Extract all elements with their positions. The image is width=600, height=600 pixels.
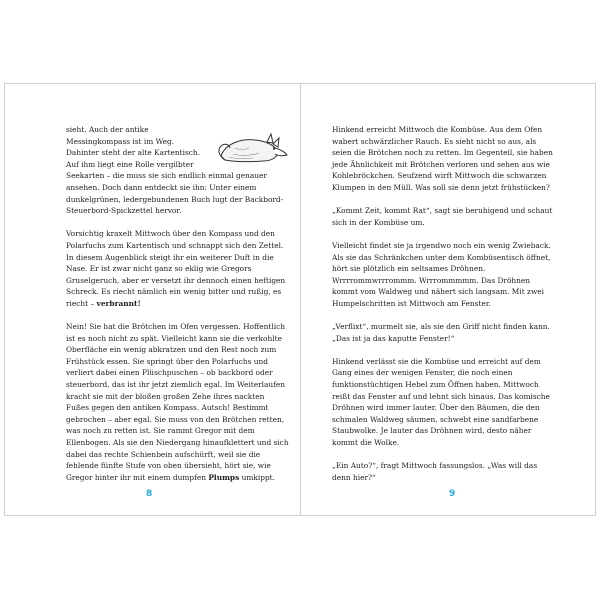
left-page-number: 8	[146, 489, 153, 499]
left-paragraph-3-tail: umkippt.	[239, 472, 275, 482]
left-page	[66, 124, 289, 495]
left-paragraph-3-bold: Plumps	[208, 472, 240, 482]
left-paragraph-1	[66, 124, 289, 217]
left-paragraph-2-text: Vorsichtig kraxelt Mittwoch über den Kompass und den Polarfuchs zum Kartentisch und schnappt sich den Zettel. In diesem Augenblick steigt ihr ein weiterer Duft in die Nase. Er ist zwar nicht ganz so eklig wie Gregors Gruselgeruch, aber er versetzt ihr dennoch einen heftigen Schreck. Es riecht nämlich ein wenig bitter und rußig, es riecht –	[66, 229, 286, 308]
right-page-number: 9	[449, 489, 456, 499]
right-paragraph-5: Hinkend verlässt sie die Kombüse und erreicht auf dem Gang eines der wenigen Fenster, die noch einen funktionstüchtigen Hebel zum Öffnen haben. Mittwoch reißt das Fenster auf und lehnt sich hinaus. Das komische Dröhnen wird immer lauter. Über den Bäumen, die den schmalen Waldweg säumen, schwebt eine sandfarbene Staubwolke. Je lauter das Dröhnen wird, desto näher kommt die Wolke.	[332, 356, 550, 448]
polar-fox-icon	[215, 126, 289, 166]
right-paragraph-4: „Verflixt“, murmelt sie, als sie den Griff nicht finden kann. „Das ist ja das kaputte Fenster!“	[332, 322, 550, 343]
left-paragraph-3-text: Nein! Sie hat die Brötchen im Ofen vergessen. Hoffentlich ist es noch nicht zu spät. Vielleicht kann sie die verkohlte Oberfläche ein wenig abkratzen und den Rest noch zum Frühstück essen. Sie springt über den Polarfuchs und verliert dabei einen Plüschpuschen – ob backbord oder steuerbord, das ist ihr jetzt ziemlich egal. Im Weiterlaufen kracht sie mit der bloßen großen Zehe ihres nackten Fußes gegen den antiken Kompass. Autsch! Bestimmt gebrochen – aber egal. Sie muss von den Brötchen retten, was noch zu retten ist. Sie rammt Gregor mit dem Ellenbogen. Als sie den Niedergang hinaufklettert und sich dabei das rechte Schienbein aufschürft, weil sie die fehlende fünfte Stufe von oben übersieht, hört sie, wie Gregor hinter ihr mit einem dumpfen	[66, 322, 289, 482]
right-paragraph-3: Vielleicht findet sie ja irgendwo noch ein wenig Zwieback. Als sie das Schränkchen unter dem Kombüsentisch öffnet, hört sie plötzlich ein seltsames Dröhnen. Wrrrrommwrrrommm. Wrrrommmmm. Das Dröhnen kommt vom Waldweg und nähert sich langsam. Mit zwei Humpelschritten ist Mittwoch am Fenster.	[332, 240, 551, 308]
right-paragraph-6: „Ein Auto?“, fragt Mittwoch fassungslos. „Was will das denn hier?“	[332, 461, 538, 482]
left-paragraph-2-bold: verbrannt!	[96, 298, 141, 308]
book-gutter	[300, 83, 301, 516]
left-paragraph-1-text: sieht. Auch der antike Messingkompass ist im Weg. Dahinter steht der alte Kartentisch. Auf ihm liegt eine Rolle vergilbter Seekarten – die muss sie sich endlich einmal genauer ansehen. Doch dann entdeckt sie ihn: Unter einem dunkelgrünen, ledergebundenen Buch lugt der Backbord-Steuerbord-Spickzettel hervor.	[66, 125, 284, 216]
right-page	[332, 124, 555, 495]
right-paragraph-2: „Kommt Zeit, kommt Rat“, sagt sie beruhigend und schaut sich in der Kombüse um.	[332, 206, 553, 227]
right-paragraph-1: Hinkend erreicht Mittwoch die Kombüse. Aus dem Ofen wabert schwärzlicher Rauch. Es sieht nicht so aus, als seien die Brötchen noch zu retten. Im Gegenteil, sie haben jede Ähnlichkeit mit Brötchen verloren und sehen aus wie Kohlebröckchen. Seufzend wirft Mittwoch die schwarzen Klumpen in den Müll. Was soll sie denn jetzt frühstücken?	[332, 125, 553, 192]
left-paragraph-3	[66, 321, 289, 483]
left-paragraph-2	[66, 228, 289, 309]
